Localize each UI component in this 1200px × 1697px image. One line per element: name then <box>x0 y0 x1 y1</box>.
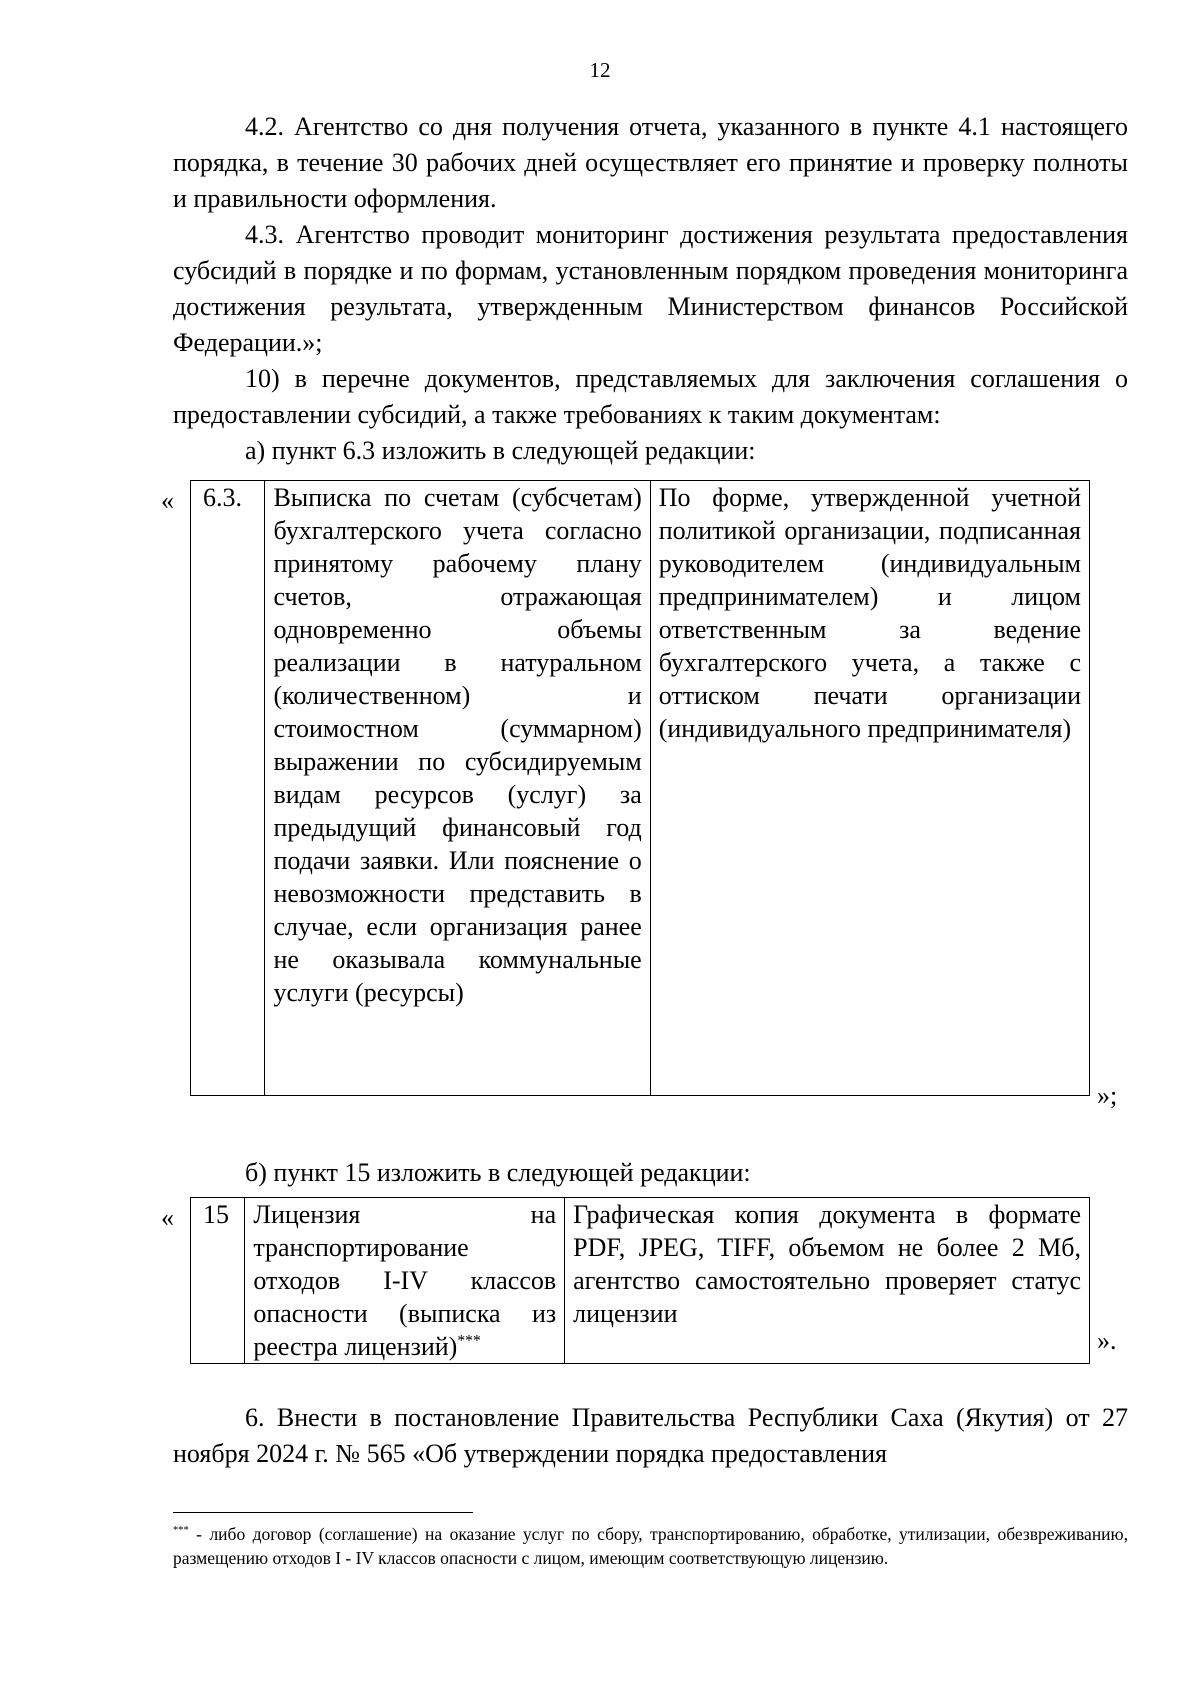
footnote-text: - либо договор (соглашение) на оказание услуг по сбору, транспортированию, обработке, утилизации, обезвреживанию, размещению отходов I - IV классов опасности с лицом, имеющим соответствующую лицензию. <box>173 1524 1128 1568</box>
table-a-open-quote: « <box>161 486 174 515</box>
paragraph-a: а) пункт 6.3 изложить в следующей редакции: <box>245 436 756 465</box>
document-name-cell: Выписка по счетам (субсчетам) бухгалтерского учета согласно принятому рабочему плану счетов, отражающая одновременно объемы реализации в натуральном (количественном) и стоимостном (суммарном) выражении по субсидируемым видам ресурсов (услуг) за предыдущий финансовый год подачи заявки. Или пояснение о невозможности представить в случае, если организация ранее не оказывала коммунальные услуги (ресурсы) <box>265 481 650 1096</box>
paragraph-10: 10) в перечне документов, представляемых для заключения соглашения о предоставлении субсидий, а также требованиях к таким документам: <box>173 364 1128 429</box>
footnote-mark: *** <box>173 1525 189 1537</box>
table-b-close-quote: ». <box>1097 1326 1117 1355</box>
paragraph-4-3: 4.3. Агентство проводит мониторинг достижения результата предоставления субсидий в порядке и по формам, установленным порядком проведения мониторинга достижения результата, утвержденным Министерством финансов Российской Федерации.»; <box>173 220 1128 357</box>
table-item-6-3 <box>190 480 1090 1096</box>
table-a-close-quote: »; <box>1097 1081 1118 1110</box>
table-row <box>191 1198 1090 1364</box>
item-number: 6.3. <box>191 481 265 1096</box>
table-item-15 <box>190 1197 1090 1364</box>
footnote-reference: *** <box>457 1332 481 1350</box>
table-row <box>191 481 1090 1096</box>
page-number: 12 <box>589 58 611 82</box>
paragraph-6: 6. Внести в постановление Правительства Республики Саха (Якутия) от 27 ноября 2024 г. № 565 «Об утверждении порядка предоставления <box>173 1403 1128 1468</box>
paragraph-4-2: 4.2. Агентство со дня получения отчета, указанного в пункте 4.1 настоящего порядка, в течение 30 рабочих дней осуществляет его принятие и проверку полноты и правильности оформления. <box>173 112 1128 213</box>
document-name-text: Лицензия на транспортирование отходов I-IV классов опасности (выписка из реестра лицензий) <box>253 1200 557 1361</box>
item-number: 15 <box>191 1198 245 1364</box>
document-name-cell <box>245 1198 565 1364</box>
paragraph-b: б) пункт 15 изложить в следующей редакции: <box>245 1158 751 1187</box>
footnote-separator <box>173 1512 473 1513</box>
document-requirement-cell: По форме, утвержденной учетной политикой организации, подписанная руководителем (индивидуальным предпринимателем) и лицом ответственным за ведение бухгалтерского учета, а также с оттиском печати организации (индивидуального предпринимателя) <box>650 481 1089 1096</box>
document-requirement-cell: Графическая копия документа в формате PDF, JPEG, TIFF, объемом не более 2 Мб, агентство самостоятельно проверяет статус лицензии <box>565 1198 1090 1364</box>
table-b-open-quote: « <box>161 1203 174 1232</box>
footnote <box>173 1522 1128 1570</box>
